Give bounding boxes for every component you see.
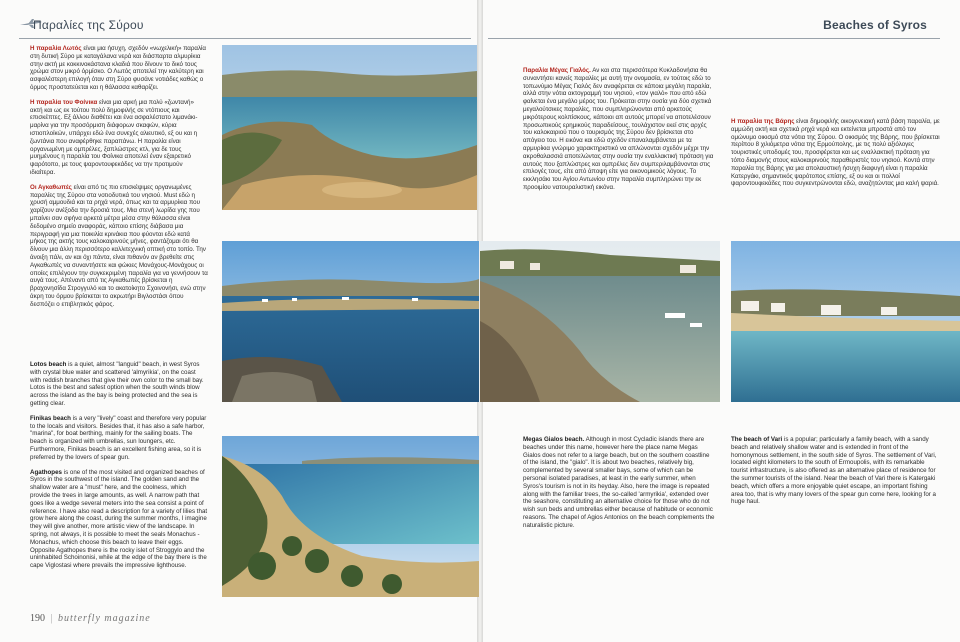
english-paragraph-lotos: Lotos beach is a quiet, almost "languid" beach, in west Syros with crystal blue water and scattered 'almyrikia', on the coast with reddish branches that give their own color to the small bay. Lotos is the best and safest option when the south winds blow across the island as the bay is being protected and the sea is getting clear.: [30, 361, 204, 407]
photo-agathopes-beach: [222, 436, 479, 597]
photo-finikas-harbor: [222, 241, 479, 402]
footer-separator: |: [50, 613, 53, 624]
photo-megas-gialos: [480, 241, 720, 402]
header-title-english: Beaches of Syros: [823, 18, 927, 32]
page-footer: [30, 613, 151, 624]
greek-text-column-3: [731, 118, 941, 195]
greek-paragraph-megas-gialos: Παραλία Μέγας Γιαλός. Αν και στα περισσότερα Κυκλαδονήσια θα συναντήσει κανείς παραλίες με αυτή την ονομασία, εν τούτοις εδώ το τοπωνύμιο Μέγας Γιαλός δεν αναφέρεται σε κάποια μεγάλη παραλία, αλλά στην νότια ακτογραμμή του νησιού, «τον γιαλό» που από εδώ φαίνεται ένα μεγάλο μέρος του. Πρόκειται στην ουσία για δύο σχετικά μεγαλούτσικες παραλίες, που συμπληρώνονται από αρκετούς μικρότερους κολπίσκους, κάποιοι απ αυτούς μπορεί να αποτελέσουν προσωπικούς ερημικούς παραδείσους, τουλάχιστον εκεί στις αρχές του καλοκαιριού που ο τουρισμός της Σύρου δεν βρίσκεται στο απόγειο του. Η εικόνα και εδώ σχεδόν επαναλαμβάνεται με τα αρμυρίκια γνώριμο χαρακτηριστικό να απλώνονται σχεδόν μέχρι την ακροθαλασσιά αποτελώντας στην ουσία την εναλλακτική πρόταση για αυτούς που ξαπλώστρες και ομπρέλες δεν συμπεριλαμβάνονται στις επιλογές τους, είτε από άποψη είτε για οικονομικούς λόγους. Το εκκλησάκι του Αγίου Αντωνίου στην παραλία συμπληρώνει την εκ προοιμίου νατουραλιστική εικόνα.: [523, 67, 714, 191]
greek-text-column-2: [523, 67, 716, 199]
greek-paragraph-finikas: Η παραλία του Φοίνικα είναι μια αρκή μια πολύ «ζωντανή» ακτή και ως εκ τούτου πολύ δημοφιλής σε ντόπιους και επισκέπτες. Εξ άλλου διαθέτει και ένα ασφαλέστατο λιμανάκι-μαρίνα για την προσόρμιση διάφορων σκαφών, κύρια ιστιοπλοϊκών, υπάρχει εδώ ένα συνεχές αλιευτικό, εξ ου και η ζωντάνια που αναφέρθηκε παραπάνω. Η παραλία είναι οργανωμένη με ομπρέλες, ξαπλώστρες κτλ, για δε τους μυημένους η παραλία του Φοίνικα αποτελεί έναν εξαιρετικό ψαρότοπο, με τους ψαροντουφεκάδες να την προτιμούν ιδιαίτερα.: [30, 98, 198, 176]
english-paragraph-vari: The beach of Vari is a popular; particularly a family beach, with a sandy beach and relatively shallow water and is extended in front of the homonymous settlement, in the south side of Syros. The settlement of Vari, located eight kilometers to the south of Ermoupolis, with its remarkable tourist infrastructure, is also offered as an alternative place of residence for the summer tourists of the island. Near the beach of Vari there is Katergaki beach, which offers a more enjoyable quiet escape, an important fishing area too, that is why many lovers of the spear gun come here, looking for a huge haul.: [731, 436, 937, 506]
greek-paragraph-lotos: Η παραλία Λωτός είναι μια ήσυχη, σχεδόν «νωχελική» παραλία στη δυτική Σύρο με καταγάλανα νερά και διάσπαρτα αλμυρίκια στην ακτή με κοκκινοκάστανα κλαδιά που δίνουν το δικό τους χρώμα στον μικρό όρμίσκο. Ο Λωτός αποτελεί την καλύτερη και ασφαλέστερη επιλογή όταν στη Σύρο φυσάνε νοτιάδες καθώς ο όρμος προστατεύεται και η θάλασσα καθαρίζει.: [30, 45, 207, 91]
header-divider-left: [19, 38, 471, 39]
english-text-column-2: [523, 436, 716, 537]
header-divider-right: [488, 38, 940, 39]
greek-paragraph-vari: Η παραλία της Βάρης είναι δημοφιλής οικογενειακή κατά βάση παραλία, με αμμώδη ακτή και σχετικά ρηχά νερά και εκτείνεται μπροστά από τον ομώνυμο οικισμό στα νότια της Σύρου. Ο οικισμός της Βάρης, που βρίσκεται περίπου 8 χιλιόμετρα νότια της Ερμούπολης, με τις πολύ αξιόλογες τουριστικές υποδομές του, προσφέρεται και ως εναλλακτική πρόταση για τόπο διαμονής στους καλοκαιρινούς παραθεριστές του νησιού. Κοντά στην παραλία της Βάρης για μια απολαυστική ήσυχη διαφυγή είναι η παραλία Κατεργάκι, σημαντικός ψαρότοπος επίσης, εξ ου και οι πολλοί ψαροντουφεκάδες που συγκεντρώνονται εδώ, αναζητώντας μια καλή ψαριά.: [731, 118, 940, 188]
english-text-column-3: [731, 436, 941, 513]
english-paragraph-agathopes: Agathopes is one of the most visited and organized beaches of Syros in the southwest of the island. The golden sand and the shallow water are a "must" here, and the coolness, which provide the trees in large amounts, as well. A narrow path that goes like a wedge several meters into the sea consist a point of reference. I have also read a description for a variety of lilies that grow here along the coast, during the summer months, I imagine they will give another, more artistic view of the landscape. In spring, not always, it is possible to meet the seals Monachus - Monachus, which choose this beach to leave their eggs. Opposite Agathopes there is the rocky islet of Stroggylo and the uninhabited Schoinonisi, while at the edge of the bay there is the cape Viglostasi where prevails the impressive lighthouse.: [30, 468, 208, 570]
english-paragraph-finikas: Finikas beach is a very "lively" coast and therefore very popular to the locals and visitors. Besides that, it has also a safe harbor, "marina", for boat berthing, mainly for the sailing boats. The beach is organized with umbrellas, sun loungers, etc. Furthermore, Finikas beach is an excellent fishing area, so it is preferred by the lovers of spear gun.: [30, 414, 207, 461]
greek-paragraph-agathopes: Οι Αγκαθωπές είναι από τις πιο επισκέψιμες οργανωμένες παραλίες της Σύρου στα νοτιοδυτικά του νησιού. Must εδώ η χρυσή αμμουδιά και τα ρηχά νερά, όπως και τα αρμυρίκια που χαρίζουν ανέξοδα την δροσιά τους. Μια στενή λωρίδα γης που μπαίνει σαν σφήνα αρκετά μέτρα μέσα στην θάλασσα είναι δεδομένο σημείο αναφοράς, κάποιο επίσης διάβασα μια περιγραφή για μια ποικιλία κρινάκια που φύονται εδώ κατά μήκος της ακτής τους καλοκαιρινούς μήνες, φαντάζομαι ότι θα δίνουν μια άλλη περισσότερο καλλιτεχνική οπτική στο τοπίο. Την άνοιξη πάλι, αν και όχι πάντα, είναι πιθανόν αν βρεθείτε στις Αγκαθωπές να συναντήσετε και φώκιες Μονάχους-Μονάχους οι οποίες επιλέγουν την συγκεκριμένη παραλία για να γεννήσουν τα αυγά τους. Απέναντι από τις Αγκαθωπές βρίσκεται η βραχονησίδα Στρογγυλό και το ακατοίκητο Σχοινονήσι, ενώ στην άκρη του όρμου βρίσκεται το ακρωτήρι Βιγλοστάσι όπου δεσπόζει ο επιβλητικός φάρος.: [30, 183, 208, 308]
photo-lotos-bay: [222, 45, 477, 210]
english-paragraph-megas-gialos: Megas Gialos beach. Although in most Cycladic islands there are beaches under this name, however here the place name Megas Gialos does not refer to a large beach, but on the southern coastline of the island, the "gialo". It is about two beaches, relatively big, complemented by several smaller bays, some of which can be personal isolated paradises, at least in the early summer, when Syros's tourism is not in its heyday. Also, here the image is repeated along with the familiar trees, the so-called 'armyrikia', extended over the seashore, constituting an alternative choice for those who do not wish sun beds and umbrellas either because of habitude or economic reasons. The chapel of Agios Antonios on the beach complements the naturalistic picture.: [523, 436, 715, 529]
english-text-column-1: [30, 361, 208, 577]
header-title-greek: Παραλίες της Σύρου: [33, 18, 144, 32]
greek-text-column-1: [30, 45, 208, 316]
photo-vari-beach: [731, 241, 960, 402]
magazine-name: butterfly magazine: [58, 613, 151, 624]
page-number: 190: [30, 613, 45, 624]
